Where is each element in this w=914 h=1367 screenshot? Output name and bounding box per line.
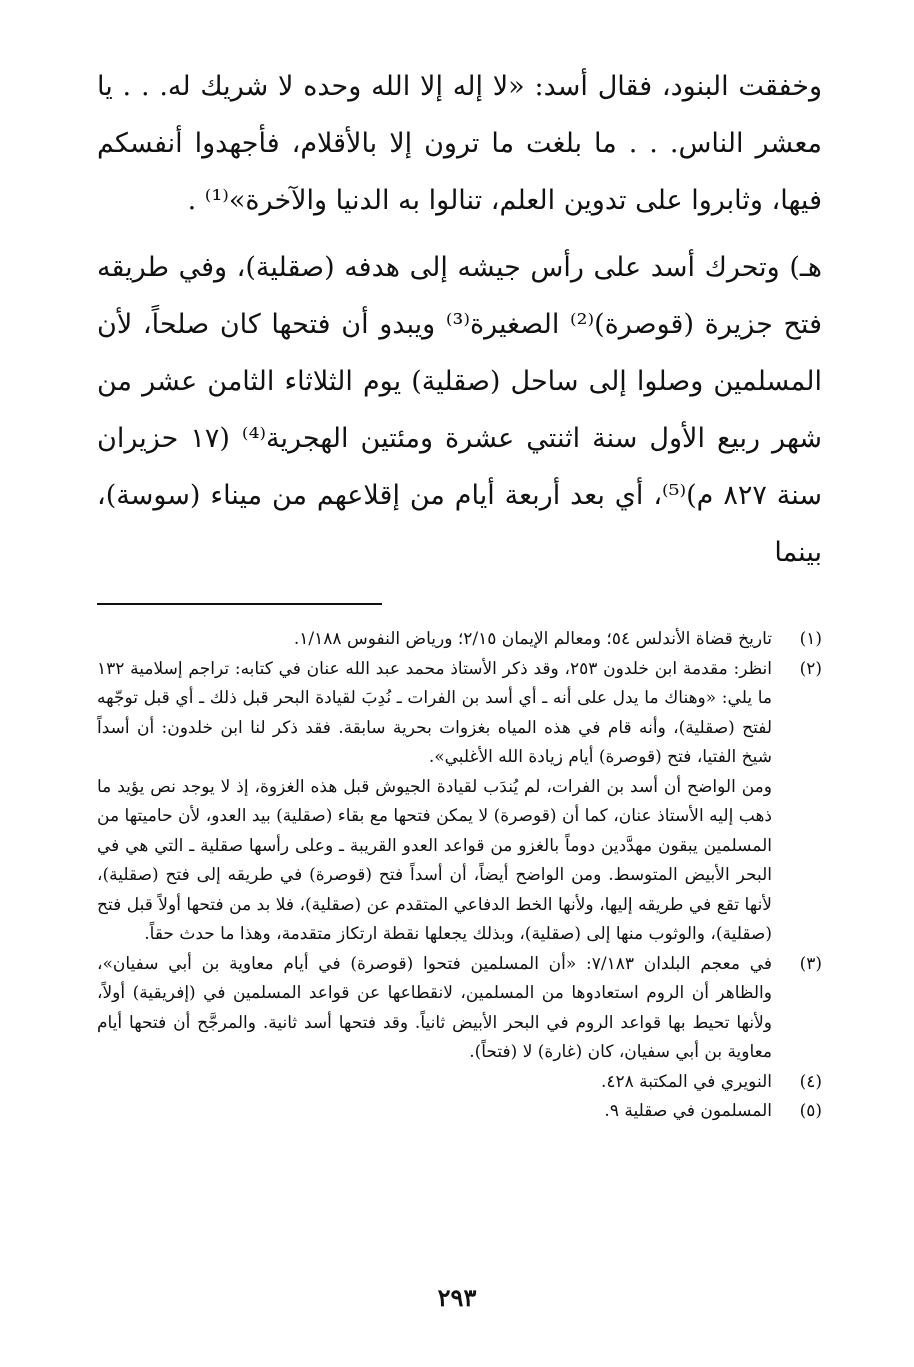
- footnote-text: تاريخ قضاة الأندلس ٥٤؛ ومعالم الإيمان ٢/١٥؛ ورياض النفوس ١/١٨٨.: [293, 629, 772, 649]
- footnote-number: (٢): [799, 658, 822, 679]
- footnote-1: [97, 625, 822, 655]
- footnote-text: في معجم البلدان ٧/١٨٣: «أن المسلمين فتحوا (قوصرة) في أيام معاوية بن أبي سفيان»، والظاهر أن الروم استعادوها من المسلمين، لانقطاعها عن قواعد المسلمين في (إفريقية) أولاً، ولأنها تحيط بها قواعد الروم في البحر الأبيض ثانياً. وقد فتحها أسد ثانية. والمرجَّح أن فتحها أيام معاوية بن أبي سفيان، كان (غارة) لا (فتحاً).: [97, 953, 772, 1062]
- body-paragraph: وخفقت البنود، فقال أسد: «لا إله إلا الله وحده لا شريك له. . . يا معشر الناس. . . ما بلغت ما ترون إلا بالأقلام، فأجهدوا أنفسكم فيها، وثابروا على تدوين العلم، تنالوا به الدنيا والآخرة»⁽¹⁾ .: [97, 71, 822, 216]
- footnote-number: (٤): [799, 1071, 822, 1092]
- page-number: ٢٩٣: [437, 1283, 477, 1312]
- footnote-text: النويري في المكتبة ٤٢٨.: [600, 1071, 772, 1092]
- footnote-text: المسلمون في صقلية ٩.: [604, 1101, 772, 1121]
- footnote-body: [97, 1097, 772, 1127]
- footnote-2: [97, 655, 822, 950]
- footnote-number: (١): [799, 629, 822, 649]
- footnote-text: ومن الواضح أن أسد بن الفرات، لم يُندَب لقيادة الجيوش قبل هذه الغزوة، إذ لا يوجد نص يؤيد ما ذهب إليه الأستاذ عنان، كما أن (قوصرة) لا يمكن فتحها مع بقاء (صقلية) بيد العدو، لأن حاميتها من المسلمين يبقون مهدَّدين دوماً بالغزو من قواعد العدو القريبة ـ وعلى رأسها صقلية ـ التي هي في البحر الأبيض المتوسط. ومن الواضح أيضاً، أن أسداً فتح (قوصرة) في طريقه إلى فتح (صقلية)، لأنها تقع في طريقه إليها، ولأنها الخط الدفاعي المتقدم عن (صقلية)، فلا بد من فتحها أولاً قبل فتح (صقلية)، والوثوب منها إلى (صقلية)، وبذلك يجعلها نقطة ارتكاز متقدمة، وهذا ما حدث حقاً.: [97, 776, 772, 944]
- footnote-separator: [97, 603, 382, 605]
- page-content: [97, 58, 822, 1127]
- footnote-text: انظر: مقدمة ابن خلدون ٢٥٣، وقد ذكر الأستاذ محمد عبد الله عنان في كتابه: تراجم إسلامية ١٣٢ ما يلي: «وهناك ما يدل على أنه ـ أي أسد بن الفرات ـ نُدِبَ لقيادة البحر قبل ذلك ـ أي قبل توجّهه لفتح (صقلية)، وأنه قام في هذه المياه بغزوات بحرية سابقة. فقد ذكر لنا ابن خلدون: أن أسداً شيخ الفتيا، فتح (قوصرة) أيام زيادة الله الأغلبي».: [97, 658, 772, 767]
- footnote-body: [97, 655, 772, 950]
- footnotes: [97, 625, 822, 1127]
- footnote-4: [97, 1068, 822, 1098]
- footnote-body: [97, 625, 772, 655]
- body-paragraph: هـ) وتحرك أسد على رأس جيشه إلى هدفه (صقلية)، وفي طريقه فتح جزيرة (قوصرة)⁽²⁾ الصغيرة⁽³⁾ ويبدو أن فتحها كان صلحاً، لأن المسلمين وصلوا إلى ساحل (صقلية) يوم الثلاثاء الثامن عشر من شهر ربيع الأول سنة اثنتي عشرة ومئتين الهجرية⁽⁴⁾ (١٧ حزيران سنة ٨٢٧ م)⁽⁵⁾، أي بعد أربعة أيام من إقلاعهم من ميناء (سوسة)، بينما: [97, 252, 823, 568]
- footnote-number: (٣): [799, 953, 822, 974]
- footnote-body: [97, 950, 772, 1068]
- footnote-3: [97, 950, 822, 1068]
- footnote-number: (٥): [799, 1101, 822, 1121]
- main-text: [97, 58, 822, 581]
- footnote-5: [97, 1097, 822, 1127]
- footnote-body: [97, 1068, 772, 1098]
